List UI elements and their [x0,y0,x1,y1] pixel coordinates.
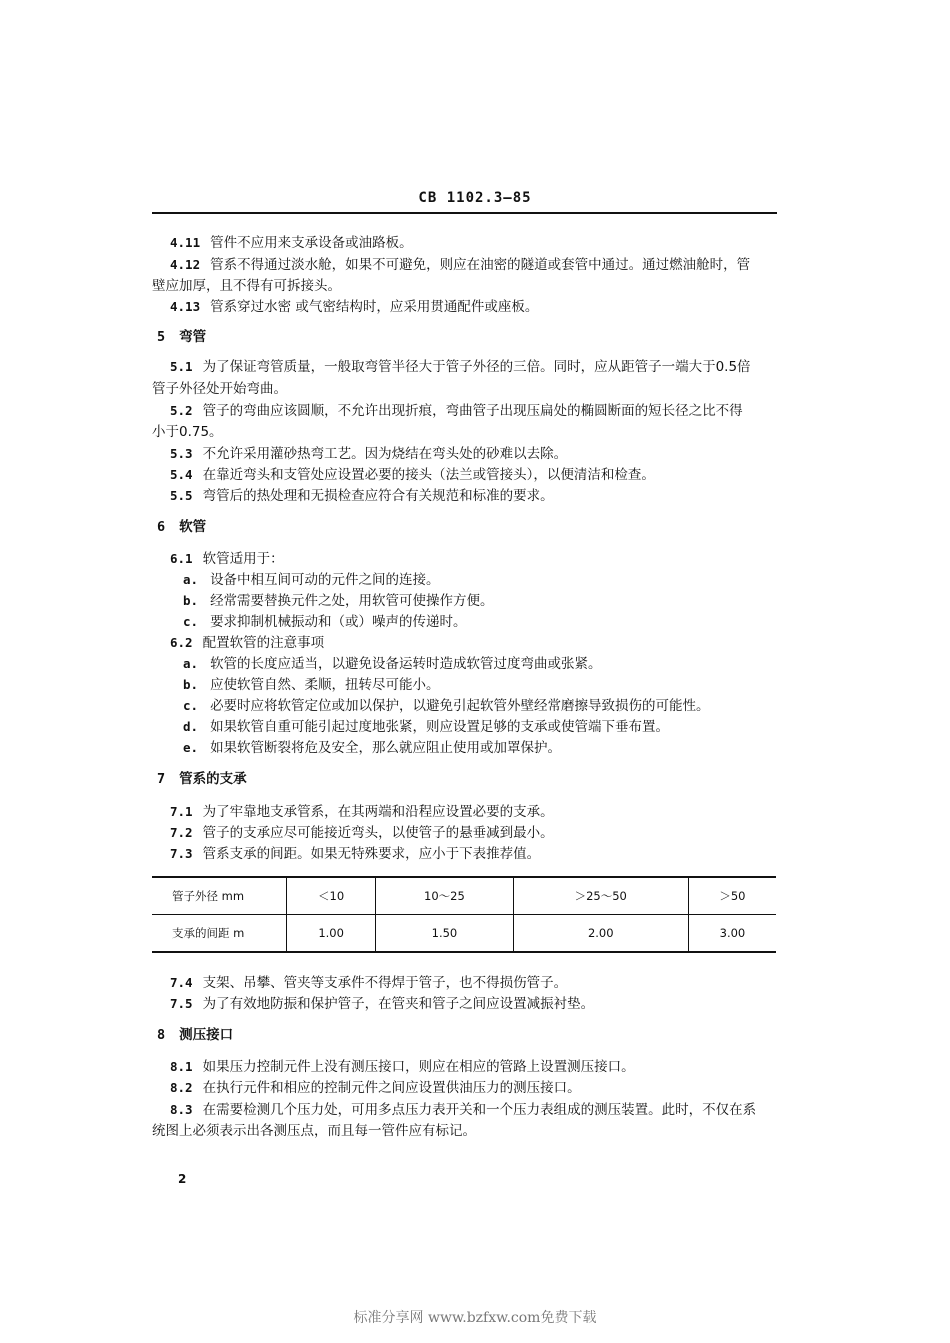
table-cell: ＜10 [287,877,376,915]
clause-text: 管子的支承应尽可能接近弯头，以使管子的悬垂减到最小。 [202,825,554,841]
clause-5-1-cont: 管子外径处开始弯曲。 [152,381,287,397]
clause-6-2 [170,634,324,652]
clause-number: 5.1 [170,359,193,374]
item-6-2-e: e. 如果软管断裂将危及安全，那么就应阻止使用或加罩保护。 [183,740,562,756]
clause-number: 6.1 [170,551,193,566]
clause-number: 8.1 [170,1059,193,1074]
clause-text: 在执行元件和相应的控制元件之间应设置供油压力的测压接口。 [202,1080,581,1096]
clause-4-12 [170,256,750,274]
clause-number: 6.2 [170,635,193,650]
clause-5-5 [170,487,554,505]
item-6-1-b: b. 经常需要替换元件之处，用软管可使操作方便。 [183,593,494,609]
clause-7-5 [170,995,594,1013]
clause-number: 7.1 [170,804,193,819]
clause-5-1 [170,358,751,376]
clause-number: 8.3 [170,1102,193,1117]
table-cell: ＞25～50 [513,877,688,915]
clause-8-3 [170,1101,756,1119]
watermark-footer: 标准分享网 www.bzfxw.com免费下载 [353,1310,597,1326]
clause-text: 管系不得通过淡水舱，如果不可避免，则应在油密的隧道或套管中通过。通过燃油舱时，管 [210,257,751,273]
table-cell: 2.00 [513,915,688,953]
clause-number: 5.3 [170,446,193,461]
clause-number: 7.2 [170,825,193,840]
clause-number: 4.13 [170,299,201,314]
clause-text: 为了牢靠地支承管系，在其两端和沿程应设置必要的支承。 [202,804,554,820]
clause-7-4 [170,974,567,992]
item-6-1-a: a. 设备中相互间可动的元件之间的连接。 [183,572,440,588]
clause-4-11 [170,234,413,252]
item-6-2-d: d. 如果软管自重可能引起过度地张紧，则应设置足够的支承或使管端下垂布置。 [183,719,670,735]
section-8-heading: 8 测压接口 [157,1027,234,1043]
clause-text: 配置软管的注意事项 [202,635,325,651]
clause-text: 如果压力控制元件上没有测压接口，则应在相应的管路上设置测压接口。 [202,1059,635,1075]
section-7-heading: 7 管系的支承 [157,771,247,787]
clause-text: 在需要检测几个压力处，可用多点压力表开关和一个压力表组成的测压装置。此时，不仅在系 [202,1102,757,1118]
clause-number: 5.5 [170,488,193,503]
clause-text: 为了有效地防振和保护管子，在管夹和管子之间应设置减振衬垫。 [202,996,595,1012]
clause-text: 在靠近弯头和支管处应设置必要的接头（法兰或管接头），以便清洁和检查。 [202,467,655,483]
table-cell: 支承的间距 m [152,915,287,953]
item-6-2-c: c. 必要时应将软管定位或加以保护，以避免引起软管外壁经常磨擦导致损伤的可能性。 [183,698,710,714]
item-6-1-c: c. 要求抑制机械振动和（或）噪声的传递时。 [183,614,467,630]
table-cell: 1.00 [287,915,376,953]
clause-5-3 [170,445,567,463]
table-cell: ＞50 [688,877,776,915]
clause-5-4 [170,466,655,484]
clause-text: 不允许采用灌砂热弯工艺。因为烧结在弯头处的砂难以去除。 [202,446,568,462]
clause-text: 弯管后的热处理和无损检查应符合有关规范和标准的要求。 [202,488,554,504]
clause-text: 管系支承的间距。如果无特殊要求，应小于下表推荐值。 [202,846,541,862]
clause-8-2 [170,1079,581,1097]
clause-8-1 [170,1058,635,1076]
clause-6-1 [170,550,284,568]
clause-8-3-cont: 统图上必须表示出各测压点，而且每一管件应有标记。 [152,1123,476,1139]
clause-text: 支架、吊攀、管夹等支承件不得焊于管子，也不得损伤管子。 [202,975,568,991]
item-6-2-b: b. 应使软管自然、柔顺，扭转尽可能小。 [183,677,440,693]
section-6-heading: 6 软管 [157,519,207,535]
document-code-header: CB 1102.3—85 [418,190,532,206]
clause-number: 7.4 [170,975,193,990]
clause-7-1 [170,803,554,821]
clause-7-3 [170,845,540,863]
clause-text: 为了保证弯管质量，一般取弯管半径大于管子外径的三倍。同时，应从距管子一端大于0.5倍 [202,359,751,375]
clause-number: 7.3 [170,846,193,861]
clause-number: 8.2 [170,1080,193,1095]
table-cell: 管子外径 mm [152,877,287,915]
page-number: 2 [178,1172,187,1186]
clause-4-13 [170,298,538,316]
clause-7-2 [170,824,554,842]
support-spacing-table [152,876,776,953]
table-cell: 10～25 [376,877,513,915]
section-5-heading: 5 弯管 [157,329,207,345]
table-cell: 1.50 [376,915,513,953]
clause-number: 5.4 [170,467,193,482]
clause-5-2-cont: 小于0.75。 [152,424,223,440]
clause-number: 4.11 [170,235,201,250]
clause-text: 软管适用于： [202,551,284,567]
table-row [152,915,776,953]
item-6-2-a: a. 软管的长度应适当，以避免设备运转时造成软管过度弯曲或张紧。 [183,656,602,672]
clause-4-12-cont: 壁应加厚，且不得有可拆接头。 [152,278,341,294]
table-cell: 3.00 [688,915,776,953]
clause-5-2 [170,402,743,420]
clause-text: 管件不应用来支承设备或油路板。 [210,235,413,251]
clause-text: 管子的弯曲应该圆顺，不允许出现折痕，弯曲管子出现压扁处的椭圆断面的短长径之比不得 [202,403,743,419]
table-row [152,877,776,915]
clause-number: 7.5 [170,996,193,1011]
clause-number: 5.2 [170,403,193,418]
clause-number: 4.12 [170,257,201,272]
header-rule [152,212,777,214]
clause-text: 管系穿过水密 或气密结构时，应采用贯通配件或座板。 [210,299,539,315]
